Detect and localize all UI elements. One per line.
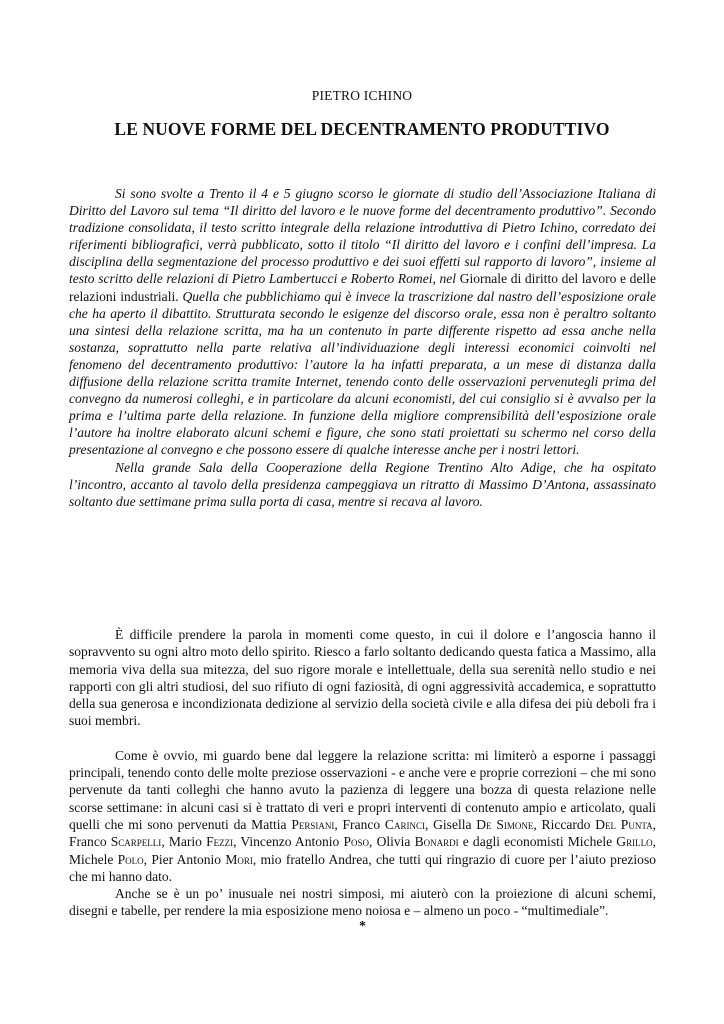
person-surname: Scarpelli	[110, 834, 162, 850]
body-text: , Gisella	[424, 816, 477, 832]
intro-paragraph	[69, 185, 656, 459]
body-text: , Mario	[161, 834, 207, 850]
body-text: , Riccardo	[533, 816, 596, 832]
section-separator: *	[359, 917, 366, 933]
article-body	[69, 626, 656, 932]
intro-text: Si sono svolte a Trento il 4 e 5 giugno scorso le giornate di studio dell’Associazione Italiana di Diritto del Lavoro sul tema “Il diritto del lavoro e le nuove forme del decentramento produttivo”. Secondo tradizione consolidata, il testo scritto integrale della relazione introduttiva di Pietro Ichino, corredato dei riferimenti bibliografici, verrà pubblicato, sotto il titolo “Il diritto del lavoro e i confini dell’impresa. La disciplina della segmentazione del processo produttivo e dei suoi effetti sul rapporto di lavoro”, insieme al testo scritto delle relazioni di Pietro Lambertucci e Roberto Romei, nel	[69, 186, 656, 287]
body-text: , mio fratello Andrea, che tutti qui ringrazio di cuore per l’aiuto prezioso che mi hanno dato.	[69, 851, 656, 884]
editorial-introduction	[69, 185, 656, 510]
person-surname: Poso	[343, 834, 370, 850]
intro-paragraph: Nella grande Sala della Cooperazione della Regione Trentino Alto Adige, che ha ospitato l’incontro, accanto al tavolo della presidenza campeggiava un ritratto di Massimo D’Antona, assassinato soltanto due settimane prima sulla porta di casa, mentre si recava al lavoro.	[69, 459, 656, 509]
person-surname: Fezzi	[206, 834, 234, 850]
body-text: , Franco	[69, 816, 656, 850]
body-text: , Michele	[69, 834, 656, 867]
person-surname: Polo	[117, 851, 144, 867]
body-text: , Vincenzo Antonio	[233, 834, 344, 850]
person-surname: Carinci	[384, 816, 425, 832]
article-title: LE NUOVE FORME DEL DECENTRAMENTO PRODUTTIVO	[114, 119, 610, 139]
person-surname: De Simone	[476, 816, 534, 832]
body-paragraph	[69, 747, 656, 885]
person-surname: Grillo	[616, 834, 653, 850]
intro-text: Quella che pubblichiamo qui è invece la trascrizione dal nastro dell’esposizione orale che ha aperto il dibattito. Strutturata secondo le esigenze del discorso orale, essa non è peraltro soltanto una sintesi della relazione scritta, ma ha un contenuto in parte differente rispetto ad essa anche nella sostanza, soprattutto nella parte relativa all’individuazione degli interessi economici coinvolti nel fenomeno del decentramento produttivo: l’autore la ha infatti preparata, a un mese di distanza dalla diffusione della relazione scritta tramite Internet, tenendo conto delle osservazioni pervenutegli prima del convegno da numerosi colleghi, e in particolare da alcuni economisti, del cui consiglio si è avvalso per la prima e l’ultima parte della relazione. In funzione della migliore comprensibilità dell’esposizione orale l’autore ha inoltre elaborato alcuni schemi e figure, che sono stati proiettati su schermo nel corso della presentazione al convegno e che possono essere di qualche interesse anche per i nostri lettori.	[69, 288, 656, 458]
body-paragraph: Anche se è un po’ inusuale nei nostri simposi, mi aiuterò con la proiezione di alcuni schemi, disegni e tabelle, per rendere la mia esposizione meno noiosa e – almeno un poco - “multimediale”.	[69, 886, 656, 919]
person-surname: Del Punta	[595, 816, 653, 832]
body-text: , Olivia	[369, 834, 415, 850]
person-surname: Mori	[225, 851, 253, 867]
author-name: PIETRO ICHINO	[311, 88, 413, 103]
body-paragraph: È difficile prendere la parola in momenti come questo, in cui il dolore e l’angoscia hanno il sopravvento su ogni altro moto dello spirito. Riesco a farlo soltanto dedicando questa fatica a Massimo, alla memoria viva della sua mitezza, del suo rigore morale e intellettuale, della sua serenità nello studio e nei rapporti con gli altri studiosi, del suo rifiuto di ogni faziosità, di ogni aggressività accademica, e soprattutto della sua generosa e incondizionata dedizione al servizio della società civile e alla difesa dei più deboli fra i suoi membri.	[69, 627, 656, 729]
body-text: Come è ovvio, mi guardo bene dal leggere la relazione scritta: mi limiterò a esporne i passaggi principali, tenendo conto delle molte preziose osservazioni - e anche vere e proprie correzioni – che mi sono pervenute da tanti colleghi che hanno avuto la pazienza di leggere una bozza di questa relazione nelle scorse settimane: in alcuni casi si è trattato di veri e propri interventi di contenuto ampio e articolato, quali quelli che mi sono pervenuti da Mattia	[69, 747, 656, 832]
body-text: , Franco	[334, 816, 385, 832]
journal-name: Giornale di diritto del lavoro e delle relazioni industriali.	[69, 271, 656, 304]
person-surname: Persiani	[291, 816, 335, 832]
person-surname: Bonardi	[414, 834, 459, 850]
body-text: , Pier Antonio	[143, 851, 226, 867]
body-text: e dagli economisti Michele	[458, 834, 617, 850]
